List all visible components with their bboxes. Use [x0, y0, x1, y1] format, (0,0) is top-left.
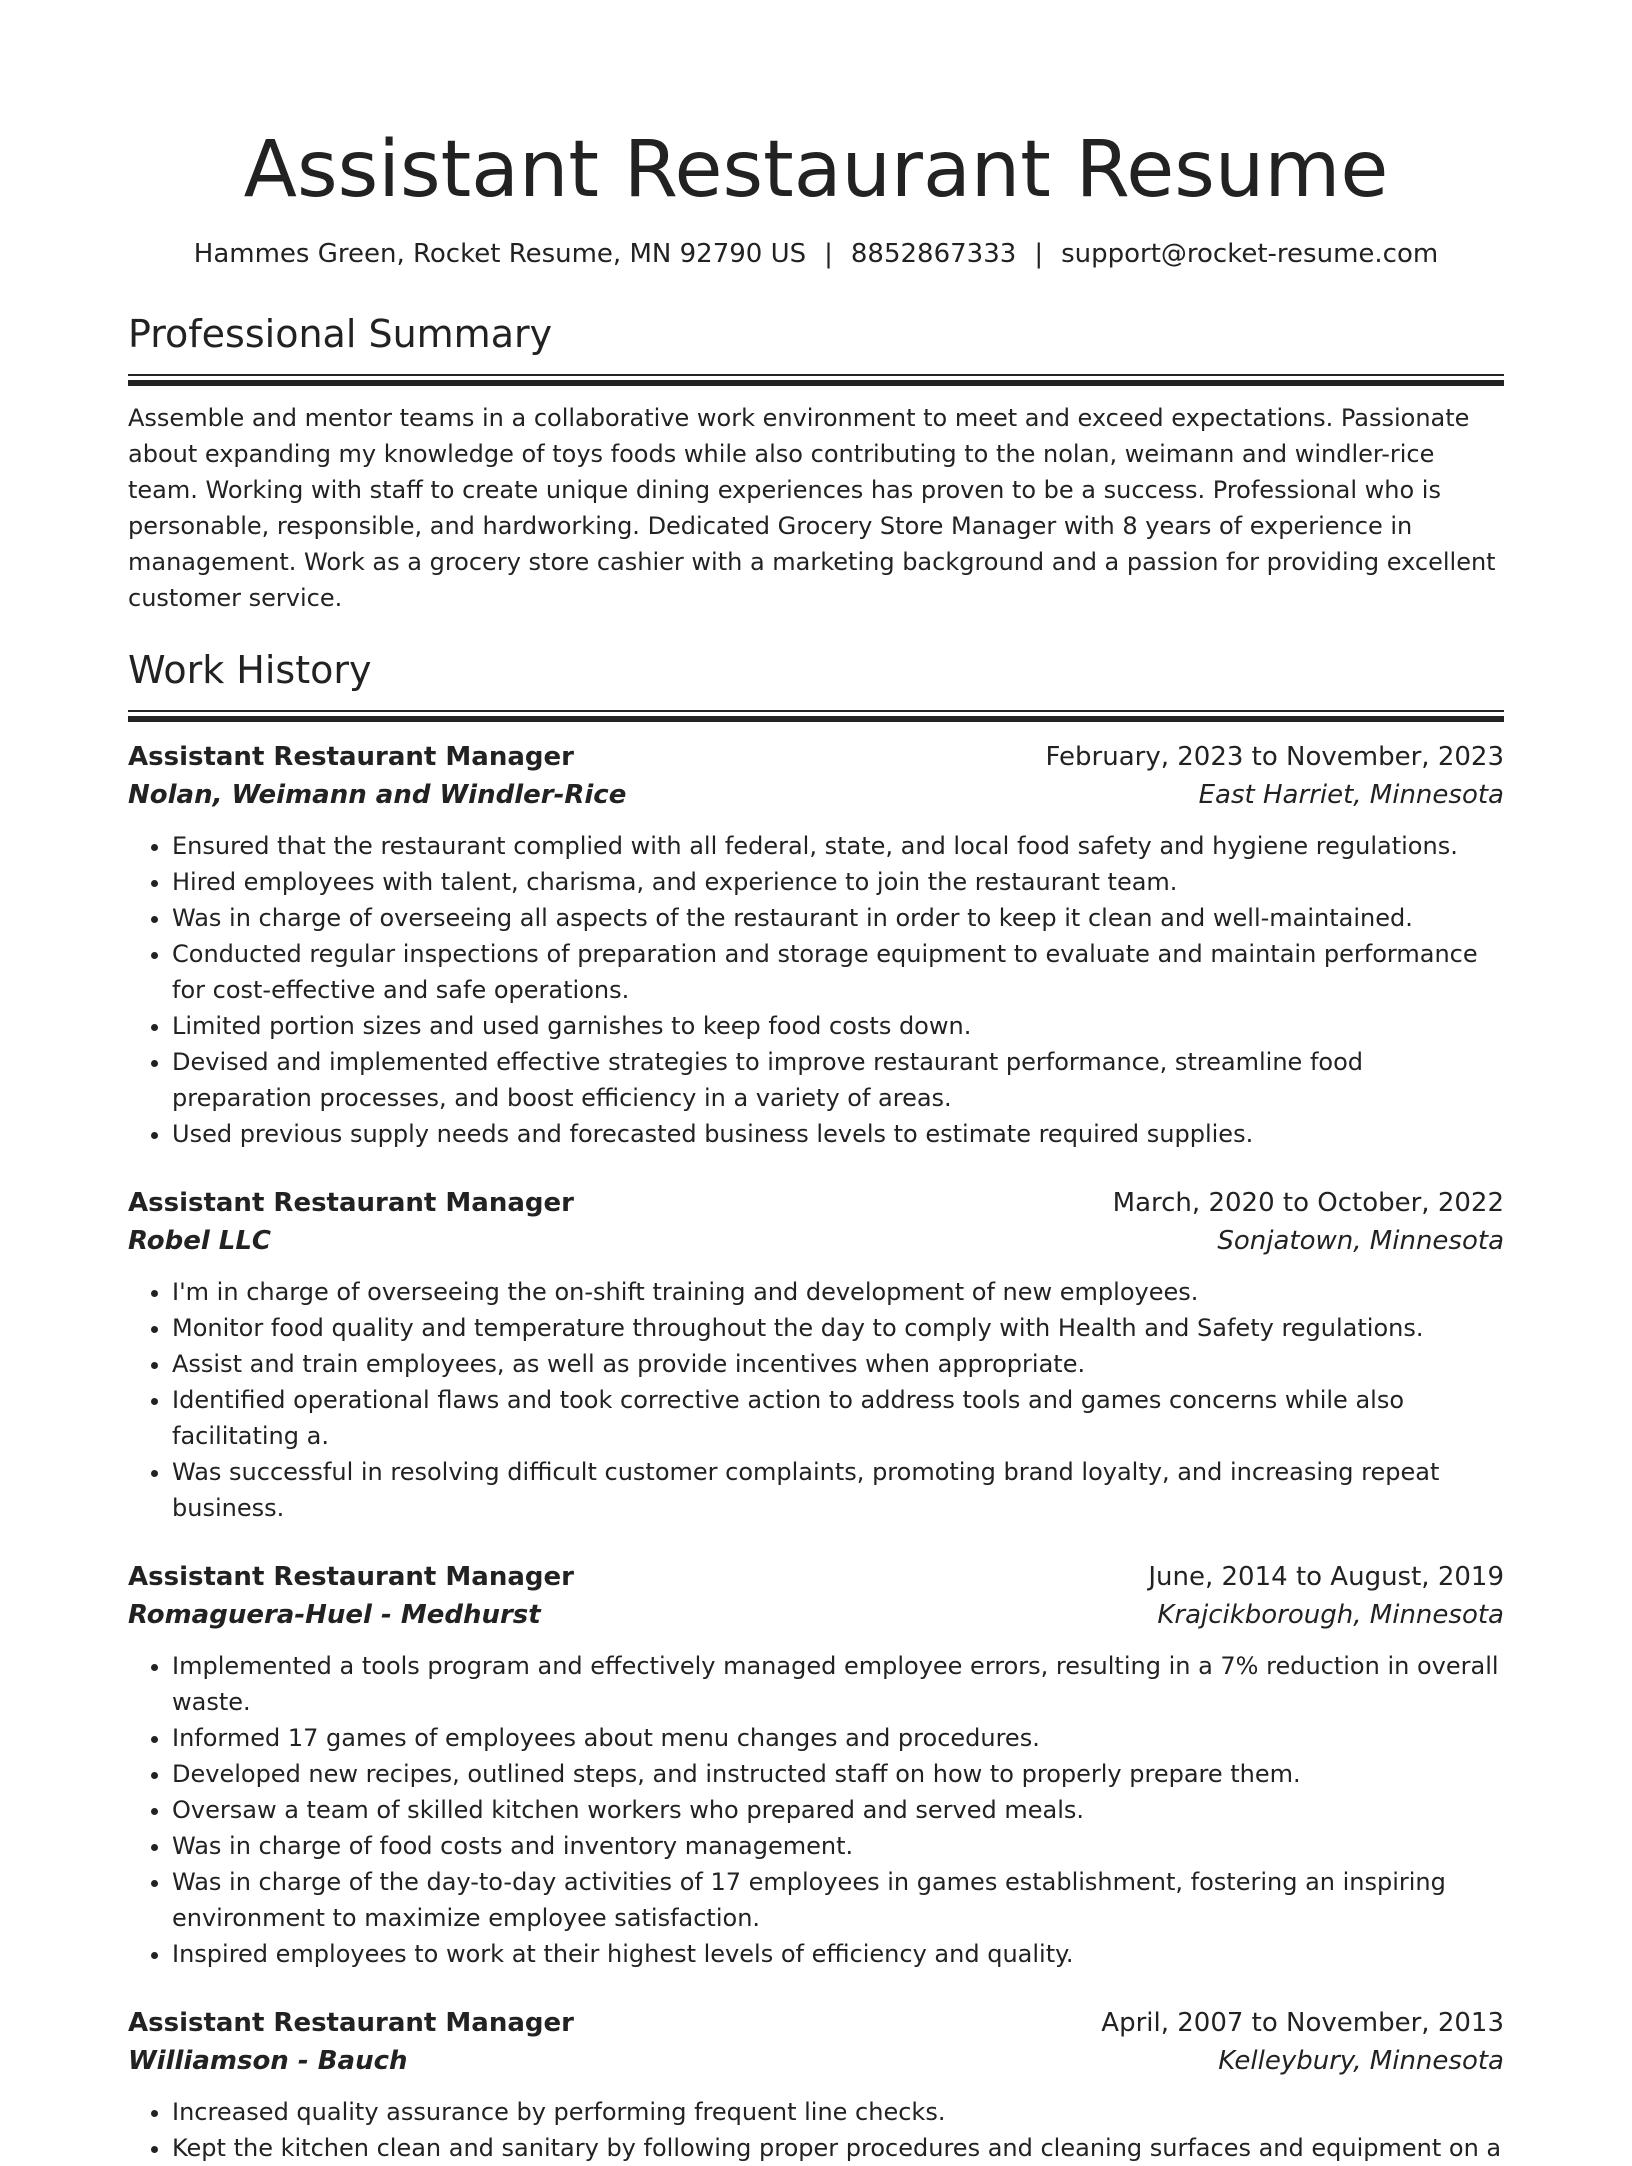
job-entry — [128, 1558, 1504, 1972]
job-bullet: • Identified operational flaws and took corrective action to address tools and games concerns while also facilitating a. — [172, 1382, 1504, 1454]
job-title: Assistant Restaurant Manager — [128, 2008, 574, 2038]
job-bullet: • Was in charge of overseeing all aspects of the restaurant in order to keep it clean and well-maintained. — [172, 900, 1504, 936]
resume-title: Assistant Restaurant Resume — [243, 125, 1389, 215]
job-bullet-list — [128, 1648, 1504, 1972]
job-bullet-list — [128, 2094, 1504, 2166]
job-bullet: • Monitor food quality and temperature throughout the day to comply with Health and Safety regulations. — [172, 1310, 1504, 1346]
job-bullet: • Inspired employees to work at their highest levels of efficiency and quality. — [172, 1936, 1504, 1972]
professional-summary-section — [128, 310, 1504, 616]
job-bullet: • Used previous supply needs and forecasted business levels to estimate required supplies. — [172, 1116, 1504, 1152]
contact-email: support@rocket-resume.com — [1061, 239, 1439, 269]
job-bullet: • Was in charge of the day-to-day activities of 17 employees in games establishment, fostering an inspiring environment to maximize employee satisfaction. — [172, 1864, 1504, 1936]
job-bullet: • Kept the kitchen clean and sanitary by following proper procedures and cleaning surfaces and equipment on a — [172, 2130, 1504, 2166]
job-bullet: • Assist and train employees, as well as provide incentives when appropriate. — [172, 1346, 1504, 1382]
job-company: Robel LLC — [128, 1226, 272, 1256]
job-company: Nolan, Weimann and Windler-Rice — [128, 780, 627, 810]
job-bullet: • Developed new recipes, outlined steps, and instructed staff on how to properly prepare them. — [172, 1756, 1504, 1792]
job-location: Sonjatown, Minnesota — [1217, 1226, 1504, 1256]
job-entry — [128, 738, 1504, 1152]
job-bullet: • Conducted regular inspections of preparation and storage equipment to evaluate and maintain performance for cost-effective and safe operations. — [172, 936, 1504, 1008]
job-entry — [128, 1184, 1504, 1526]
job-bullet: • Hired employees with talent, charisma, and experience to join the restaurant team. — [172, 864, 1504, 900]
job-subheader-row — [128, 776, 1504, 814]
job-header-row — [128, 738, 1504, 776]
resume-content — [128, 0, 1504, 2166]
contact-separator: | — [824, 239, 833, 269]
summary-text: Assemble and mentor teams in a collaborative work environment to meet and exceed expectations. Passionate about expanding my knowledge of toys foods while also contributing to the nolan, weimann and windler-rice team. Working with staff to create unique dining experiences has proven to be a success. Professional who is personable, responsible, and hardworking. Dedicated Grocery Store Manager with 8 years of experience in management. Work as a grocery store cashier with a marketing background and a passion for providing excellent customer service. — [128, 404, 1496, 612]
job-bullet-list — [128, 1274, 1504, 1526]
job-subheader-row — [128, 1222, 1504, 1260]
job-bullet: • Devised and implemented effective strategies to improve restaurant performance, streamline food preparation processes, and boost efficiency in a variety of areas. — [172, 1044, 1504, 1116]
job-bullet-list — [128, 828, 1504, 1152]
job-dates: June, 2014 to August, 2019 — [1148, 1562, 1504, 1592]
job-bullet: • Ensured that the restaurant complied with all federal, state, and local food safety and hygiene regulations. — [172, 828, 1504, 864]
job-bullet: • Was successful in resolving difficult customer complaints, promoting brand loyalty, and increasing repeat business. — [172, 1454, 1504, 1526]
job-bullet: • Increased quality assurance by performing frequent line checks. — [172, 2094, 1504, 2130]
contact-line — [128, 236, 1504, 272]
job-entry — [128, 2004, 1504, 2166]
job-location: Kelleybury, Minnesota — [1218, 2046, 1504, 2076]
job-bullet: • Was in charge of food costs and inventory management. — [172, 1828, 1504, 1864]
contact-address: Hammes Green, Rocket Resume, MN 92790 US — [193, 239, 807, 269]
contact-phone: 8852867333 — [850, 239, 1017, 269]
job-title: Assistant Restaurant Manager — [128, 1188, 574, 1218]
job-bullet: • Informed 17 games of employees about menu changes and procedures. — [172, 1720, 1504, 1756]
job-location: Krajcikborough, Minnesota — [1157, 1600, 1504, 1630]
job-bullet: • Oversaw a team of skilled kitchen workers who prepared and served meals. — [172, 1792, 1504, 1828]
job-company: Williamson - Bauch — [128, 2046, 408, 2076]
job-subheader-row — [128, 2042, 1504, 2080]
job-header-row — [128, 1558, 1504, 1596]
job-company: Romaguera-Huel - Medhurst — [128, 1600, 541, 1630]
section-heading-summary: Professional Summary — [128, 312, 553, 356]
job-dates: February, 2023 to November, 2023 — [1045, 742, 1504, 772]
job-header-row — [128, 1184, 1504, 1222]
job-dates: March, 2020 to October, 2022 — [1112, 1188, 1504, 1218]
work-history-section — [128, 646, 1504, 2166]
job-title: Assistant Restaurant Manager — [128, 742, 574, 772]
job-bullet: • Implemented a tools program and effectively managed employee errors, resulting in a 7% reduction in overall waste. — [172, 1648, 1504, 1720]
job-bullet: • Limited portion sizes and used garnishes to keep food costs down. — [172, 1008, 1504, 1044]
job-location: East Harriet, Minnesota — [1198, 780, 1504, 810]
job-bullet: • I'm in charge of overseeing the on-shift training and development of new employees. — [172, 1274, 1504, 1310]
section-divider — [128, 710, 1504, 722]
contact-separator: | — [1034, 239, 1044, 269]
job-title: Assistant Restaurant Manager — [128, 1562, 574, 1592]
section-divider — [128, 374, 1504, 386]
job-list — [128, 738, 1504, 2166]
job-dates: April, 2007 to November, 2013 — [1101, 2008, 1504, 2038]
job-subheader-row — [128, 1596, 1504, 1634]
section-heading-work-history: Work History — [128, 648, 372, 692]
job-header-row — [128, 2004, 1504, 2042]
